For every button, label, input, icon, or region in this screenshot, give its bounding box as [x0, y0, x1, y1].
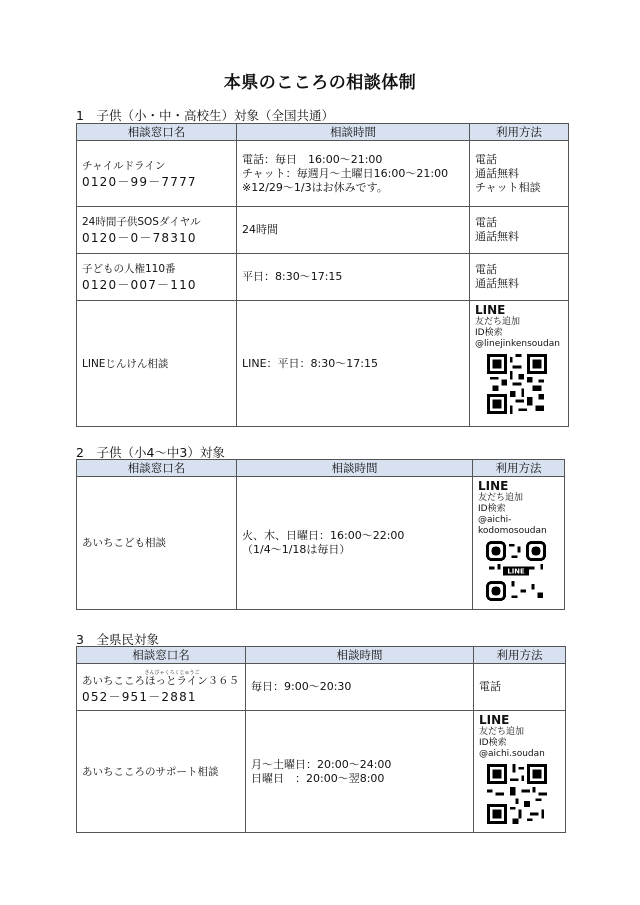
section-3-table	[76, 646, 566, 833]
hours-line: LINE：平日：8:30～17:15	[242, 356, 378, 370]
hours-line: 火、木、日曜日：16:00～22:00	[242, 529, 405, 542]
hours-cell	[237, 254, 470, 301]
method-line: 電話	[475, 263, 497, 276]
method-cell	[474, 711, 566, 833]
line-id[interactable]: kodomosoudan	[478, 526, 547, 536]
hours-cell	[237, 207, 470, 254]
table-row	[77, 301, 569, 427]
phone-number[interactable]: 0120－99－7777	[82, 174, 197, 189]
consultation-name: あいちこども相談	[82, 537, 166, 549]
section-2-table	[76, 459, 565, 610]
consultation-name-cell	[77, 254, 237, 301]
page-title: 本県のこころの相談体制	[223, 73, 417, 93]
method-cell	[470, 254, 569, 301]
method-line: 電話	[475, 216, 497, 229]
consultation-name-cell	[77, 207, 237, 254]
phone-number[interactable]: 0120－007－110	[82, 278, 197, 292]
hours-cell	[246, 664, 474, 711]
consultation-name: LINEじんけん相談	[82, 357, 169, 370]
hours-line: （1/4～1/18は毎日）	[242, 543, 351, 556]
line-label: LINE	[475, 303, 506, 317]
method-cell	[470, 141, 569, 207]
column-header-hours: 相談時間	[237, 460, 473, 477]
hours-cell	[237, 477, 473, 610]
svg-text:LINE: LINE	[507, 567, 525, 576]
hours-line: 24時間	[242, 223, 278, 236]
table-row	[77, 664, 566, 711]
consultation-name-cell	[77, 301, 237, 427]
column-header-name: 相談窓口名	[77, 460, 237, 477]
consultation-name	[82, 670, 240, 688]
consultation-name-text: あいちこころほっとライン３６５	[82, 675, 240, 687]
method-cell	[470, 207, 569, 254]
phone-number[interactable]: 052－951－2881	[82, 690, 197, 704]
section-2-heading: 2 子供（小4～中3）対象	[76, 445, 225, 460]
consultation-name-cell	[77, 141, 237, 207]
method-line: 通話無料	[475, 277, 519, 290]
hours-line: 月～土曜日：20:00～24:00	[251, 757, 392, 771]
table-row	[77, 207, 569, 254]
method-line: 通話無料	[475, 166, 519, 180]
column-header-method: 利用方法	[473, 460, 565, 477]
column-header-method: 利用方法	[470, 124, 569, 141]
line-sub: ID検索	[479, 738, 507, 748]
consultation-name: 24時間子供SOSダイヤル	[82, 216, 201, 228]
phone-number[interactable]: 0120－0－78310	[82, 231, 197, 245]
consultation-name: 子どもの人権110番	[82, 263, 176, 275]
column-header-name: 相談窓口名	[77, 647, 246, 664]
consultation-name-cell	[77, 711, 246, 833]
method-line: 電話	[475, 152, 497, 166]
hours-line: ※12/29～1/3はお休みです。	[242, 180, 388, 194]
hours-cell	[237, 301, 470, 427]
method-cell	[470, 301, 569, 427]
qr-code-icon[interactable]	[486, 541, 546, 601]
line-label: LINE	[478, 479, 509, 493]
qr-code-icon[interactable]	[487, 764, 547, 824]
table-row	[77, 477, 565, 610]
method-line: チャット相談	[475, 180, 541, 194]
consultation-name-cell	[77, 664, 246, 711]
qr-code-icon[interactable]	[487, 354, 547, 414]
section-3-heading: 3 全県民対象	[76, 632, 159, 647]
section-1-heading: 1 子供（小・中・高校生）対象（全国共通）	[76, 108, 334, 123]
line-id[interactable]: @linejinkensoudan	[475, 339, 560, 349]
hours-line: 毎日：9:00～20:30	[251, 680, 352, 693]
line-sub: 友だち追加	[475, 317, 521, 327]
hours-cell	[246, 711, 474, 833]
hours-cell	[237, 141, 470, 207]
column-header-hours: 相談時間	[246, 647, 474, 664]
hours-line: チャット：毎週月～土曜日16:00～21:00	[242, 166, 449, 180]
consultation-name: あいちこころのサポート相談	[82, 765, 219, 778]
line-sub: 友だち追加	[479, 727, 525, 737]
hours-line: 電話：毎日 16:00～21:00	[242, 152, 383, 166]
method-cell	[474, 664, 566, 711]
column-header-method: 利用方法	[474, 647, 566, 664]
line-sub: 友だち追加	[478, 493, 524, 503]
method-cell	[473, 477, 565, 610]
hours-line: 日曜日 ：20:00～翌8:00	[251, 771, 385, 785]
method-line: 電話	[479, 680, 501, 693]
table-row	[77, 254, 569, 301]
consultation-name-cell	[77, 477, 237, 610]
line-sub: ID検索	[475, 328, 503, 338]
table-row	[77, 711, 566, 833]
column-header-hours: 相談時間	[237, 124, 470, 141]
line-label: LINE	[479, 713, 510, 727]
line-id[interactable]: @aichi.soudan	[479, 749, 545, 759]
table-row	[77, 141, 569, 207]
name-ruby: さんびゃくろくじゅうご	[144, 670, 200, 676]
hours-line: 平日：8:30～17:15	[242, 270, 343, 283]
column-header-name: 相談窓口名	[77, 124, 237, 141]
method-line: 通話無料	[475, 230, 519, 243]
line-sub: ID検索	[478, 504, 506, 514]
line-id[interactable]: @aichi-	[478, 515, 512, 525]
consultation-name: チャイルドライン	[82, 159, 166, 172]
section-1-table	[76, 123, 569, 427]
